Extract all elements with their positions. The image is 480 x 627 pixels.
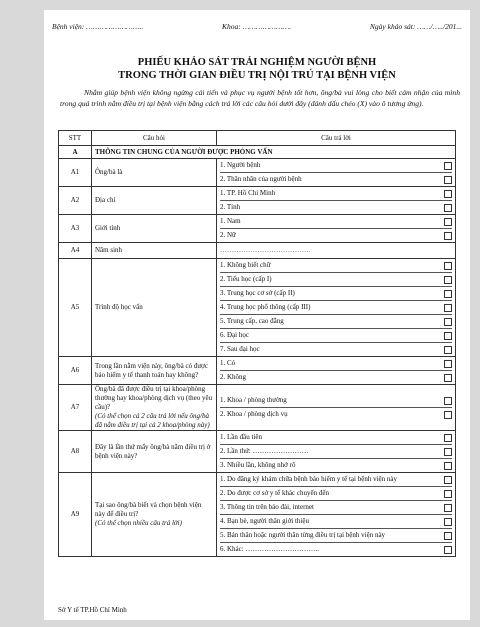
question-row [59, 473, 456, 557]
option-checkbox[interactable] [444, 476, 452, 484]
question-code: A6 [59, 357, 92, 385]
answer-option [220, 273, 452, 287]
answer-option [220, 371, 452, 384]
answer-option [220, 159, 452, 173]
answer-option [220, 315, 452, 329]
option-checkbox[interactable] [444, 276, 452, 284]
answer-option [220, 173, 452, 186]
question-row [59, 215, 456, 243]
option-label: 1. Người bệnh [220, 161, 261, 169]
form-header [52, 22, 462, 31]
question-cell [92, 243, 217, 259]
option-checkbox[interactable] [444, 490, 452, 498]
question-text: Địa chỉ [95, 196, 116, 204]
answer-option [220, 187, 452, 201]
answer-option [220, 473, 452, 487]
option-label: 6. Đại học [220, 331, 249, 339]
option-checkbox[interactable] [444, 162, 452, 170]
title-line-1: PHIẾU KHẢO SÁT TRẢI NGHIỆM NGƯỜI BỆNH [137, 57, 377, 68]
option-label: 2. Do được cơ sở y tế khác chuyển đến [220, 489, 329, 497]
question-text: Ông/bà là [95, 168, 123, 176]
option-label: 7. Sau đại học [220, 345, 260, 353]
option-label: 2. Không [220, 373, 247, 381]
question-cell [92, 159, 217, 187]
question-row [59, 357, 456, 385]
answer-option [220, 515, 452, 529]
question-row [59, 243, 456, 259]
col-question-header: Câu hỏi [92, 131, 217, 146]
question-text: Trình độ học vấn [95, 303, 143, 311]
question-note: (Có thể chọn cả 2 câu trả lời nếu ông/bà đã nằm điều trị tại cả 2 khoa/phòng này) [95, 412, 210, 429]
option-label: 1. Có [220, 359, 236, 367]
option-label: 2. Nữ [220, 231, 236, 239]
answer-option [220, 287, 452, 301]
col-answer-header: Câu trả lời [217, 131, 456, 146]
option-label: 1. Do đăng ký khám chữa bệnh bảo hiểm y tế tại bệnh viện này [220, 475, 397, 483]
question-code: A1 [59, 159, 92, 187]
question-text: Năm sinh [95, 246, 123, 254]
question-row [59, 159, 456, 187]
option-checkbox[interactable] [444, 360, 452, 368]
option-checkbox[interactable] [444, 332, 452, 340]
answer-option [220, 201, 452, 214]
answer-cell [217, 357, 456, 385]
answer-option [220, 229, 452, 242]
answer-option [220, 459, 452, 472]
option-label: 2. Khoa / phòng dịch vụ [220, 410, 288, 418]
option-label: 6. Khác: ………………………….. [220, 545, 319, 553]
answer-option [220, 301, 452, 315]
question-cell [92, 215, 217, 243]
option-checkbox[interactable] [444, 462, 452, 470]
question-text: Trong lần nằm viện này, ông/bà có được bảo hiểm y tế thanh toán hay không? [95, 361, 208, 379]
option-checkbox[interactable] [444, 434, 452, 442]
survey-table [58, 130, 456, 557]
question-code: A4 [59, 243, 92, 259]
option-checkbox[interactable] [444, 411, 452, 419]
section-a-code: A [59, 146, 92, 159]
question-row [59, 187, 456, 215]
option-checkbox[interactable] [444, 176, 452, 184]
department-field: Khoa: …………………. [221, 22, 292, 31]
question-text: Đây là lần thứ mấy ông/bà nằm điều trị ở bệnh viện này? [95, 442, 211, 460]
question-cell [92, 431, 217, 473]
footer: Sở Y tế TP.Hồ Chí Minh [58, 606, 127, 614]
answer-option [220, 501, 452, 515]
answer-blank-line[interactable]: ………………………………… [220, 246, 311, 254]
question-code: A9 [59, 473, 92, 557]
answer-cell [217, 385, 456, 431]
option-label: 2. Lần thứ: …………………… [220, 447, 309, 455]
question-text: Tại sao ông/bà biết và chọn bệnh viện này để điều trị? [95, 501, 202, 518]
option-checkbox[interactable] [444, 262, 452, 270]
option-checkbox[interactable] [444, 518, 452, 526]
option-checkbox[interactable] [444, 290, 452, 298]
question-text: Giới tính [95, 224, 121, 232]
question-text: Ông/bà đã được điều trị tại khoa/phòng thường hay khoa/phòng dịch vụ (theo yêu cầu)? [95, 385, 213, 411]
option-label: 3. Thông tin trên báo đài, internet [220, 503, 314, 511]
question-cell [92, 473, 217, 557]
option-checkbox[interactable] [444, 304, 452, 312]
answer-option [220, 215, 452, 229]
option-checkbox[interactable] [444, 204, 452, 212]
question-row [59, 431, 456, 473]
option-checkbox[interactable] [444, 448, 452, 456]
answer-cell [217, 431, 456, 473]
option-label: 2. Thân nhân của người bệnh [220, 175, 302, 183]
answer-option [220, 357, 452, 371]
option-label: 2. Tỉnh [220, 203, 241, 211]
answer-option [220, 445, 452, 459]
answer-cell [217, 187, 456, 215]
answer-option [220, 329, 452, 343]
question-code: A2 [59, 187, 92, 215]
option-checkbox[interactable] [444, 546, 452, 554]
question-note: (Có thể chọn nhiều câu trả lời) [95, 519, 182, 527]
option-label: 4. Bạn bè, người thân giới thiệu [220, 517, 309, 525]
answer-option [220, 343, 452, 356]
answer-option [220, 431, 452, 445]
question-row [59, 385, 456, 431]
question-code: A7 [59, 385, 92, 431]
option-checkbox[interactable] [444, 397, 452, 405]
question-row [59, 259, 456, 357]
answer-cell [217, 473, 456, 557]
option-label: 4. Trung học phổ thông (cấp III) [220, 303, 311, 311]
answer-cell [217, 259, 456, 357]
option-label: 1. Lần đầu tiên [220, 433, 262, 441]
answer-cell [217, 243, 456, 259]
intro-text: Nhằm giúp bệnh viện không ngừng cải tiến và phục vụ người bệnh tốt hơn, ông/bà vui lòng cho biết cảm nhận của mình trong quá trình nằm điều trị tại bệnh viện bằng cách trả lời các câu hỏi dưới đây (đánh dấu chéo (X) vào ô tương ứng). [60, 88, 460, 108]
option-label: 1. Không biết chữ [220, 261, 271, 269]
option-checkbox[interactable] [444, 532, 452, 540]
answer-option [220, 543, 452, 556]
option-label: 3. Nhiều lần, không nhớ rõ [220, 461, 296, 469]
question-cell [92, 385, 217, 431]
survey-page [44, 10, 470, 620]
col-stt-header: STT [59, 131, 92, 146]
option-checkbox[interactable] [444, 318, 452, 326]
option-label: 1. Nam [220, 217, 241, 225]
title-line-2: TRONG THỜI GIAN ĐIỀU TRỊ NỘI TRÚ TẠI BỆNH VIỆN [118, 70, 396, 81]
question-code: A8 [59, 431, 92, 473]
answer-cell [217, 159, 456, 187]
answer-option [220, 487, 452, 501]
option-checkbox[interactable] [444, 190, 452, 198]
option-checkbox[interactable] [444, 346, 452, 354]
option-label: 5. Trung cấp, cao đẳng [220, 317, 284, 325]
section-a-title: THÔNG TIN CHUNG CỦA NGƯỜI ĐƯỢC PHỎNG VẤN [92, 146, 456, 159]
question-cell [92, 357, 217, 385]
hospital-field: Bệnh viện: …………………….. [52, 22, 144, 31]
answer-option [220, 259, 452, 273]
question-cell [92, 187, 217, 215]
question-cell [92, 259, 217, 357]
option-checkbox[interactable] [444, 232, 452, 240]
option-checkbox[interactable] [444, 374, 452, 382]
question-code: A5 [59, 259, 92, 357]
option-checkbox[interactable] [444, 218, 452, 226]
answer-cell [217, 215, 456, 243]
option-label: 1. TP. Hồ Chí Minh [220, 189, 276, 197]
option-label: 5. Bản thân hoặc người thân từng điều trị tại bệnh viện này [220, 531, 386, 539]
answer-option [220, 408, 452, 421]
form-title [44, 56, 470, 82]
option-checkbox[interactable] [444, 504, 452, 512]
question-code: A3 [59, 215, 92, 243]
answer-option [220, 394, 452, 408]
survey-date-field: Ngày khảo sát: ……/…../201... [369, 22, 462, 31]
option-label: 1. Khoa / phòng thường [220, 396, 287, 404]
option-label: 2. Tiểu học (cấp I) [220, 275, 272, 283]
option-label: 3. Trung học cơ sở (cấp II) [220, 289, 295, 297]
answer-option [220, 529, 452, 543]
